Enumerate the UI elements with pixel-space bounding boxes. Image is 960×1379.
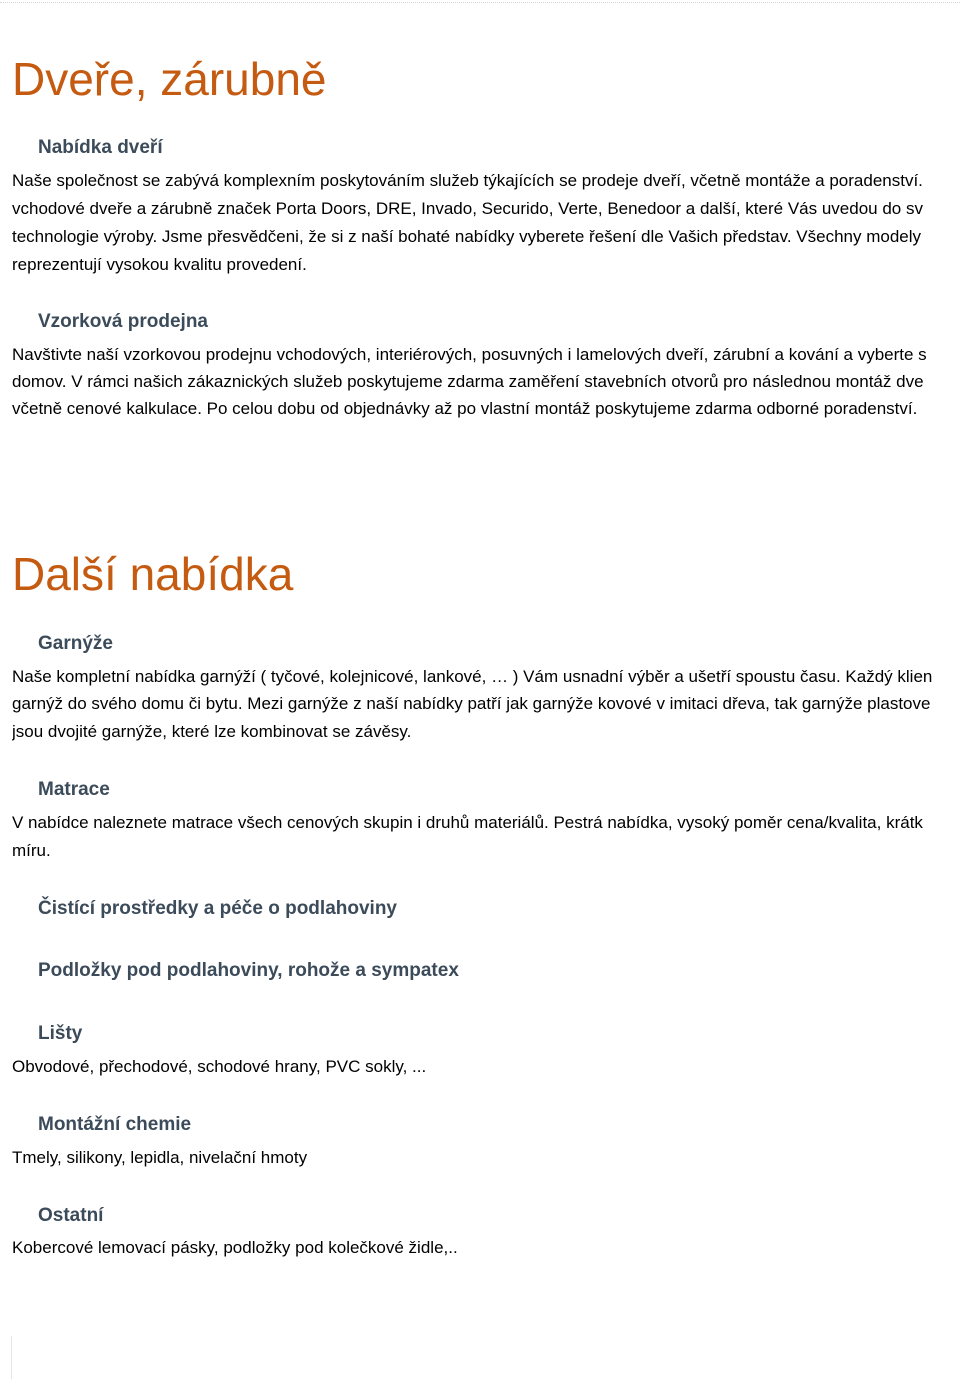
paragraph-line: technologie výroby. Jsme přesvědčeni, že si z naší bohaté nabídky vyberete řešení dle Vašich představ. Všechny modely: [12, 227, 922, 246]
section-title-more: Další nabídka: [12, 548, 294, 600]
heading-assembly-chemistry: Montážní chemie: [38, 1114, 192, 1135]
heading-other: Ostatní: [38, 1205, 104, 1226]
paragraph-line: reprezentují vysokou kvalitu provedení.: [12, 255, 307, 274]
paragraph-line: Naše kompletní nabídka garnýží ( tyčové, kolejnicové, lankové, … ) Vám usnadní výběr a ušetří spoustu času. Každý klien: [12, 667, 933, 686]
heading-showroom: Vzorková prodejna: [38, 311, 208, 332]
paragraph-line: Tmely, silikony, lepidla, nivelační hmoty: [12, 1148, 308, 1167]
paragraph-line: Navštivte naší vzorkovou prodejnu vchodových, interiérových, posuvných i lamelových dveří, zárubní a kování a vyberte s: [12, 345, 927, 364]
paragraph-line: vchodové dveře a zárubně značek Porta Doors, DRE, Invado, Securido, Verte, Benedoor a další, které Vás uvedou do sv: [12, 199, 923, 218]
paragraph-line: Kobercové lemovací pásky, podložky pod kolečkové židle,..: [12, 1238, 458, 1257]
paragraph-line: domov. V rámci našich zákaznických služeb poskytujeme zdarma zaměření stavebních otvorů pro následnou montáž dve: [12, 372, 924, 391]
paragraph-line: garnýž do svého domu či bytu. Mezi garnýže z naší nabídky patří jak garnýže kovové v imitaci dřeva, tak garnýže plastove: [12, 694, 931, 713]
heading-cleaning: Čistící prostředky a péče o podlahoviny: [38, 898, 397, 919]
page-edge-mark: [11, 1336, 12, 1379]
paragraph-line: míru.: [12, 841, 51, 860]
heading-mattresses: Matrace: [38, 779, 110, 800]
heading-door-offer: Nabídka dveří: [38, 137, 163, 158]
heading-trims: Lišty: [38, 1023, 83, 1044]
paragraph-line: V nabídce naleznete matrace všech cenových skupin i druhů materiálů. Pestrá nabídka, vysoký poměr cena/kvalita, krátk: [12, 813, 923, 832]
section-title-doors: Dveře, zárubně: [12, 53, 327, 105]
page-content: [12, 0, 960, 1379]
paragraph-line: včetně cenové kalkulace. Po celou dobu od objednávky až po vlastní montáž poskytujeme zdarma odborné poradenství.: [12, 399, 918, 418]
paragraph-line: jsou dvojité garnýže, které lze kombinovat se závěsy.: [12, 722, 412, 741]
paragraph-line: Naše společnost se zabývá komplexním poskytováním služeb týkajících se prodeje dveří, včetně montáže a poradenství.: [12, 171, 923, 190]
paragraph-line: Obvodové, přechodové, schodové hrany, PVC sokly, ...: [12, 1057, 427, 1076]
heading-curtain-rods: Garnýže: [38, 633, 113, 654]
heading-underlays: Podložky pod podlahoviny, rohože a sympatex: [38, 960, 459, 981]
